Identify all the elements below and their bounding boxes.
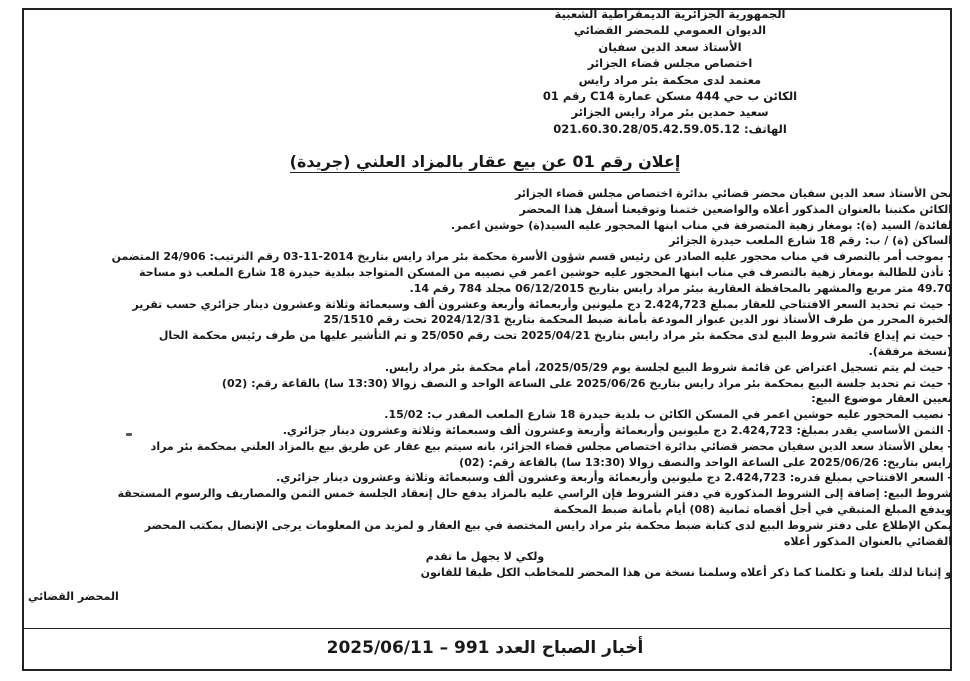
header-line: الديوان العمومي للمحضر القضائي <box>573 23 767 38</box>
body-line: - بموجب أمر بالتصرف في مناب محجور عليه الصادر عن رئيس قسم شؤون الأسرة محكمة بئر مراد رايس بتاريخ 2014-11-03 رقم الترتيب: 24/906 المتضمن <box>111 250 952 264</box>
scan-speck <box>126 433 132 436</box>
body-line: ويدفع المبلغ المتبقي في أجل أقصاه ثمانية (08) أيام بأمانة ضبط المحكمة <box>553 502 952 516</box>
header-line: سعيد حمدين بئر مراد رايس الجزائر <box>571 105 769 120</box>
body-line: 49.70 متر مربع والمشهر بالمحافظة العقارية ببئر مراد رايس بتاريخ 06/12/2015 مجلد 784 رقم 14. <box>409 281 952 295</box>
issuer-header <box>390 6 950 137</box>
body-line: شروط البيع: إضافة إلى الشروط المذكورة في دفتر الشروط فإن الراسي عليه بالمزاد يدفع حال إنعقاد الجلسة خمس الثمن والمصاريف والرسوم المستحقة <box>117 487 952 501</box>
body-line: - حيث تم إيداع قائمة شروط البيع لدى محكمة بئر مراد رايس بتاريخ 2025/04/21 تحت رقم 25/050 و تم التأشير عليها من طرف رئيس محكمة الحال <box>158 329 952 343</box>
newspaper-footer: أخبار الصباح العدد 991 – 2025/06/11 <box>326 638 644 658</box>
body-line: الخبرة المحرر من طرف الأستاذ نور الدين عبواز المودعة بأمانة ضبط المحكمة بتاريخ 2024/12/31 تحت رقم 25/1510 <box>323 313 952 327</box>
header-line: الهاتف: 021.60.30.28/05.42.59.05.12 <box>553 121 787 136</box>
title-text: إعلان رقم 01 عن بيع عقار بالمزاد العلني (جريدة) <box>289 152 681 171</box>
body-line: : تأذن للطالبة بومغار زهية بالتصرف في مناب ابنها المحجور عليه حوشين اعمر في نصيبه من المسكن المتواجد ببلدية حيدرة 18 شارع الملعب ذو مساحة <box>139 265 952 279</box>
closing-line: ولكي لا يجهل ما تقدم <box>425 550 545 564</box>
body-line: الساكن (ة) / ب: رقم 18 شارع الملعب حيدرة الجزائر <box>669 234 952 248</box>
announcement-body <box>18 186 952 581</box>
header-line: اختصاص مجلس قضاء الجزائر <box>587 56 753 71</box>
footer-divider <box>22 628 952 629</box>
body-line: نحن الأستاذ سعد الدين سفيان محضر قضائي بدائرة اختصاص مجلس قضاء الجزائر <box>514 187 952 200</box>
body-line: - يعلن الأستاذ سعد الدين سفيان محضر قضائي بدائرة اختصاص مجلس قضاء الجزائر، بانه سيتم بيع عقار عن طريق بيع بالمزاد العلني بمحكمة بئر مراد <box>150 439 952 453</box>
body-line: الكائن مكتبنا بالعنوان المذكور أعلاه والواضعين ختمنا وتوقيعنا أسفل هذا المحضر <box>519 202 952 216</box>
body-line: - حيث تم تحديد جلسة البيع بمحكمة بئر مراد رايس بتاريخ 2025/06/26 على الساعة الواحد و النصف زوالا (13:30 سا) بالقاعة رقم: (02) <box>221 376 952 390</box>
body-line: - الثمن الأساسي يقدر بمبلغ: 2.424,723 دج مليونين وأربعمائة وأربعة وعشرون ألف وسبعمائة وثلاثة وعشرون دينار جزائري. <box>282 423 952 437</box>
signature-label: المحضر القضائي <box>28 590 119 603</box>
body-line: تعيين العقار موضوع البيع: <box>811 392 952 406</box>
body-line: القضائي بالعنوان المذكور أعلاه <box>783 534 952 548</box>
body-line: - حيث تم تحديد السعر الافتتاحي للعقار بمبلغ 2.424,723 دج مليونين وأربعمائة وأربعة وعشرون ألف وسبعمائة وثلاثة وعشرون دينار جزائري حسب تقرير <box>132 297 952 311</box>
body-line: لفائدة/ السيد (ة): بومغار زهية المتصرفة في مناب ابنها المحجور عليه السيد(ة) حوشين اعمر. <box>450 218 952 232</box>
body-line: - حيث لم يتم تسجيل اعتراض عن قائمة شروط البيع لجلسة يوم 2025/05/29، أمام محكمة بئر مراد رايس. <box>384 360 952 374</box>
body-line: - نصيب المحجور عليه حوشين اعمر في المسكن الكائن ب بلدية حيدرة 18 شارع الملعب المقدر ب: 15/02. <box>384 408 952 422</box>
body-line: يمكن الإطلاع على دفتر شروط البيع لدى كتابة ضبط محكمة بئر مراد رايس المختصة في بيع العقار و لمزيد من المعلومات يرجى الإتصال بمكتب المحضر <box>144 518 952 532</box>
header-line: الجمهورية الجزائرية الديمقراطية الشعبية <box>554 7 786 21</box>
header-line: معتمد لدى محكمة بئر مراد رايس <box>578 72 762 87</box>
body-line: - السعر الافتتاحي بمبلغ قدره: 2.424,723 دج مليونين وأربعمائة وأربعة وعشرون ألف وسبعمائة وثلاثة وعشرون دينار جزائري. <box>276 471 952 485</box>
header-line: الأستاذ سعد الدين سفيان <box>598 39 742 54</box>
header-line: الكائن ب حي 444 مسكن عمارة C14 رقم 01 <box>542 89 798 104</box>
body-line: (نسخة مرفقة). <box>868 344 952 358</box>
closing-line: و إثباتا لذلك بلغنا و تكلمنا كما ذكر أعلاه وسلمنا نسخة من هذا المحضر للمخاطب الكل طبقا للقانون <box>420 566 952 580</box>
body-line: رايس بتاريخ: 2025/06/26 على الساعة الواحد والنصف زوالا (13:30 سا) بالقاعة رقم: (02) <box>459 455 952 469</box>
announcement-title <box>0 152 970 171</box>
